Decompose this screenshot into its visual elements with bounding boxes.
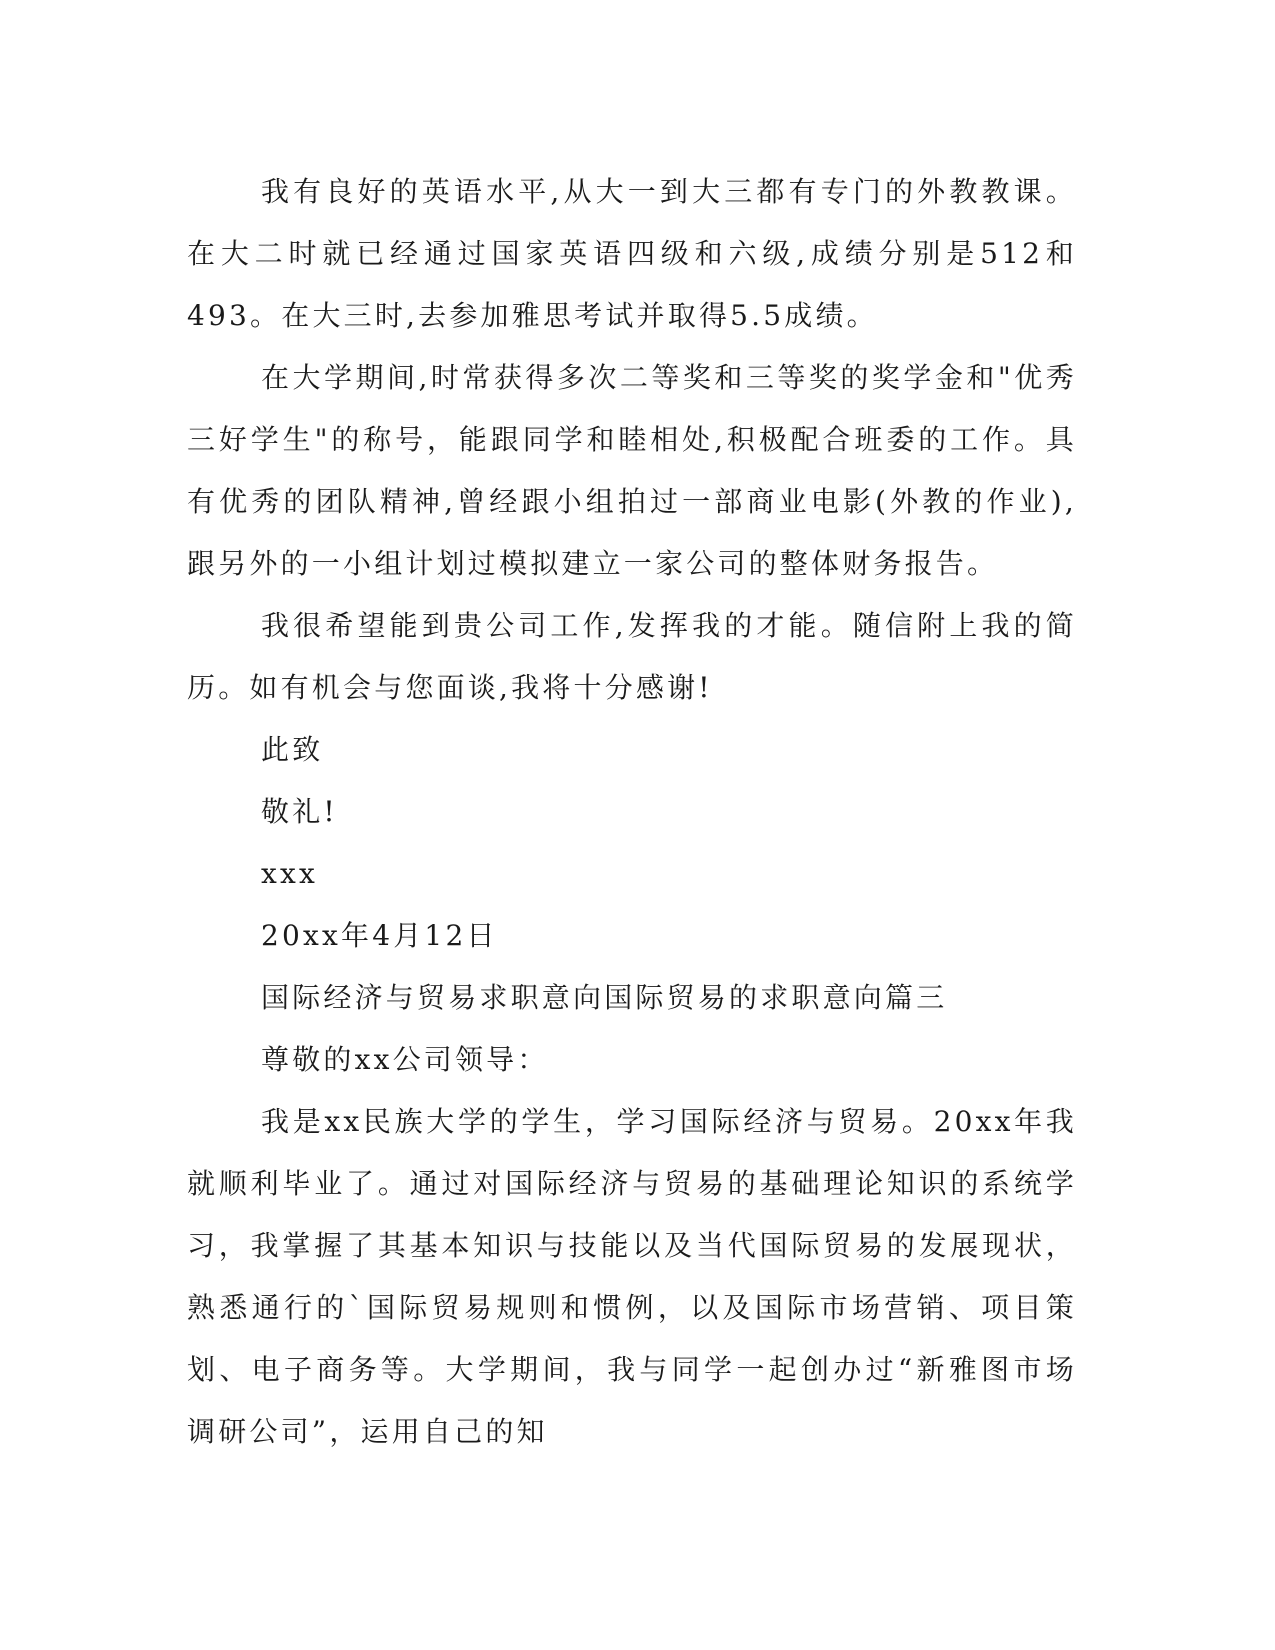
paragraph-english-skills: 我有良好的英语水平,从大一到大三都有专门的外教教课。在大二时就已经通过国家英语四级和六级,成绩分别是512和493。在大三时,去参加雅思考试并取得5.5成绩。 [187, 175, 1077, 332]
letter-greeting: 尊敬的xx公司领导： [261, 1043, 549, 1076]
paragraph-university-awards: 在大学期间,时常获得多次二等奖和三等奖的奖学金和"优秀三好学生"的称号，能跟同学和睦相处,积极配合班委的工作。具有优秀的团队精神,曾经跟小组拍过一部商业电影(外教的作业),跟另外的一小组计划过模拟建立一家公司的整体财务报告。 [187, 361, 1077, 580]
paragraph-job-hope: 我很希望能到贵公司工作,发挥我的才能。随信附上我的简历。如有机会与您面谈,我将十分感谢! [187, 609, 1077, 704]
section-title: 国际经济与贸易求职意向国际贸易的求职意向篇三 [261, 981, 948, 1014]
paragraph-introduction: 我是xx民族大学的学生，学习国际经济与贸易。20xx年我就顺利毕业了。通过对国际经济与贸易的基础理论知识的系统学习，我掌握了其基本知识与技能以及当代国际贸易的发展现状，熟悉通行的`国际贸易规则和惯例，以及国际市场营销、项目策划、电子商务等。大学期间，我与同学一起创办过“新雅图市场调研公司”，运用自己的知 [187, 1105, 1077, 1448]
document-body [187, 161, 1077, 1463]
letter-signature: xxx [261, 857, 318, 890]
letter-salute: 敬礼! [261, 795, 338, 828]
letter-closing: 此致 [261, 733, 324, 766]
letter-date: 20xx年4月12日 [261, 919, 498, 952]
